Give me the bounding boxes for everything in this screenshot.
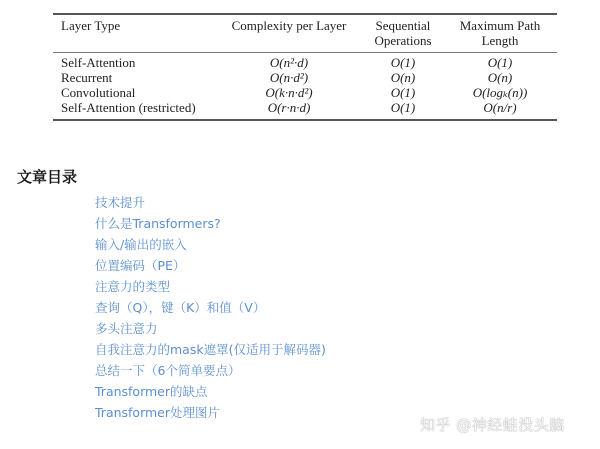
- toc-link-tech-improvement[interactable]: 技术提升: [95, 195, 146, 210]
- cell-sequential: O(1): [390, 100, 416, 115]
- zhihu-watermark: 知乎 @神经蛙没头脑: [420, 416, 565, 434]
- cell-path: O(n/r): [483, 100, 517, 115]
- cell-path: O(logₖ(n)): [472, 85, 528, 100]
- toc-link-summary[interactable]: 总结一下（6个简单要点）: [95, 363, 241, 378]
- cell-sequential: O(1): [390, 85, 416, 100]
- complexity-table-figure: [53, 13, 557, 121]
- toc-link-attention-types[interactable]: 注意力的类型: [95, 279, 171, 294]
- header-layer-type: Layer Type: [61, 18, 121, 33]
- cell-sequential: O(1): [390, 55, 416, 70]
- cell-layer: Recurrent: [61, 70, 113, 85]
- header-complexity: Complexity per Layer: [231, 18, 347, 33]
- cell-layer: Convolutional: [61, 85, 136, 100]
- table-row: [53, 100, 557, 120]
- toc-title: 文章目录: [17, 168, 78, 186]
- table-row: [53, 85, 557, 100]
- cell-complexity: O(n·d²): [269, 70, 309, 85]
- table-of-contents: [95, 192, 326, 423]
- complexity-table: [53, 13, 557, 121]
- cell-sequential: O(n): [390, 70, 416, 85]
- toc-link-multi-head-attention[interactable]: 多头注意力: [95, 321, 158, 336]
- table-header-row: [53, 14, 557, 53]
- cell-layer: Self-Attention (restricted): [61, 100, 196, 115]
- cell-complexity: O(n²·d): [269, 55, 309, 70]
- toc-link-transformer-images[interactable]: Transformer处理图片: [95, 405, 221, 420]
- toc-link-input-output-embedding[interactable]: 输入/输出的嵌入: [95, 237, 187, 252]
- header-sequential-line1: Sequential: [375, 18, 431, 33]
- table-row: [53, 70, 557, 85]
- cell-complexity: O(r·n·d): [267, 100, 311, 115]
- header-sequential-line2: Operations: [374, 33, 432, 48]
- header-max-path: Maximum Path Length: [459, 18, 541, 48]
- table-row: [53, 53, 557, 71]
- cell-layer: Self-Attention: [61, 55, 136, 70]
- cell-path: O(n): [487, 70, 513, 85]
- toc-link-positional-encoding[interactable]: 位置编码（PE）: [95, 258, 186, 273]
- toc-link-self-attention-mask[interactable]: 自我注意力的mask遮罩(仅适用于解码器): [95, 342, 326, 357]
- header-sequential: [363, 14, 443, 53]
- cell-path: O(1): [487, 55, 513, 70]
- toc-link-what-is-transformers[interactable]: 什么是Transformers?: [95, 216, 221, 231]
- cell-complexity: O(k·n·d²): [265, 85, 313, 100]
- toc-link-transformer-drawbacks[interactable]: Transformer的缺点: [95, 384, 208, 399]
- toc-link-qkv[interactable]: 查询（Q），键（K）和值（V）: [95, 300, 266, 315]
